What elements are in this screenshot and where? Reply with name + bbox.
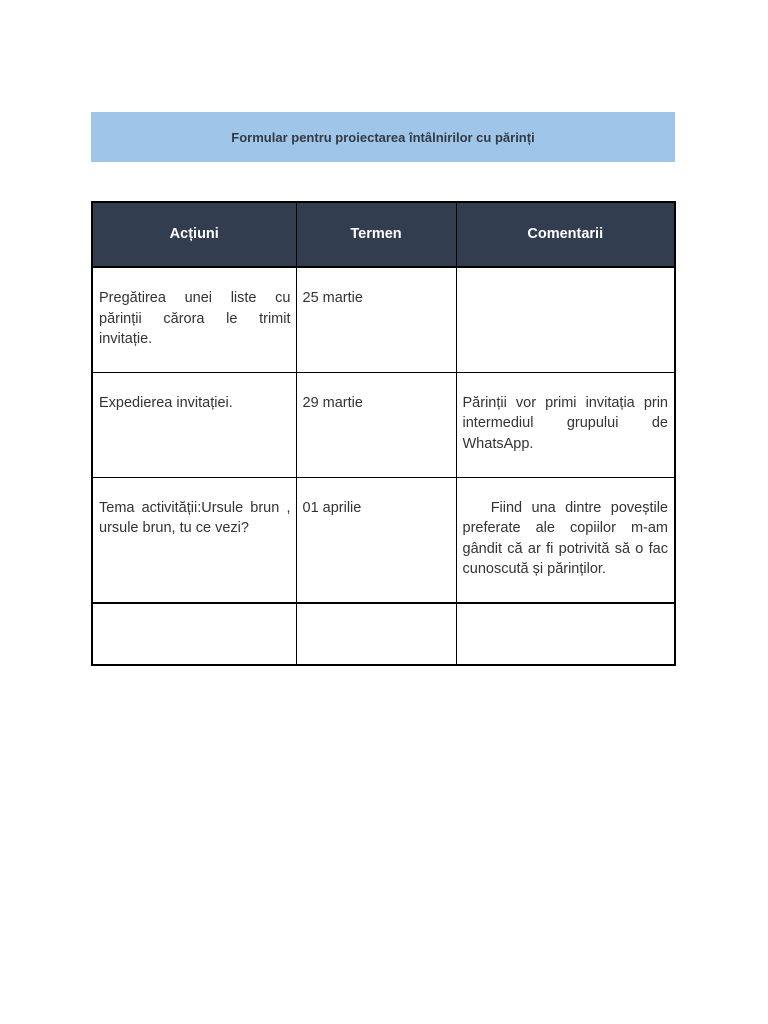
cell-comentarii xyxy=(456,477,675,603)
cell-actiune xyxy=(92,603,296,665)
table-row xyxy=(92,372,675,477)
cell-comentarii: Părinții vor primi invitația prin intermediul grupului de WhatsApp. xyxy=(456,372,675,477)
table-row xyxy=(92,267,675,372)
document-title-banner xyxy=(91,112,675,162)
column-header-comentarii: Comentarii xyxy=(456,202,675,267)
cell-termen xyxy=(296,603,456,665)
meeting-plan-table xyxy=(91,201,676,666)
cell-comentarii-text: Fiind una dintre poveștile preferate ale copiilor m-am gândit că ar fi potrivită să o fac cunoscută și părinților. xyxy=(462,499,668,577)
column-header-actiuni: Acțiuni xyxy=(92,202,296,267)
cell-actiune: Pregătirea unei liste cu părinții cărora le trimit invitație. xyxy=(92,267,296,372)
table-row xyxy=(92,477,675,603)
cell-termen: 01 aprilie xyxy=(296,477,456,603)
table-row xyxy=(92,603,675,665)
cell-comentarii xyxy=(456,603,675,665)
cell-actiune: Tema activității:Ursule brun , ursule brun, tu ce vezi? xyxy=(92,477,296,603)
column-header-termen: Termen xyxy=(296,202,456,267)
cell-termen: 29 martie xyxy=(296,372,456,477)
cell-actiune: Expedierea invitației. xyxy=(92,372,296,477)
table-header-row xyxy=(92,202,675,267)
cell-comentarii xyxy=(456,267,675,372)
cell-termen: 25 martie xyxy=(296,267,456,372)
document-title: Formular pentru proiectarea întâlnirilor cu părinți xyxy=(231,129,535,145)
